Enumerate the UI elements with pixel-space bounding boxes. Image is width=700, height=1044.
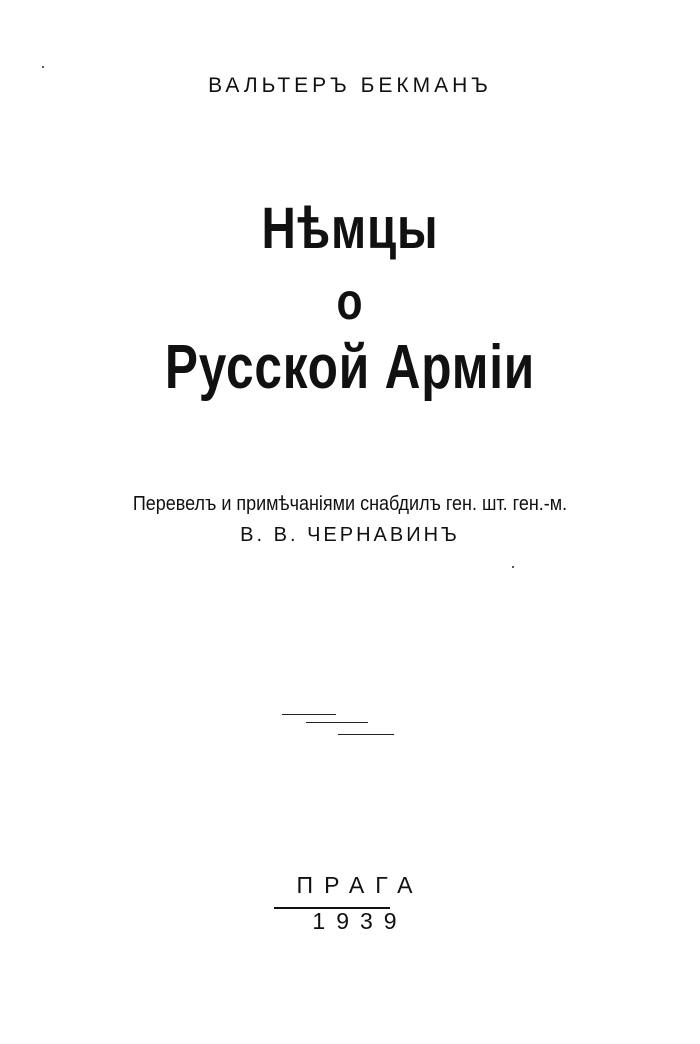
ornament-rule-2 — [306, 722, 368, 723]
title-line-1: Нѣмцы — [261, 196, 439, 261]
translator-credit: Перевелъ и примѣчаніями снабдилъ ген. шт. ген.-м. — [132, 493, 568, 515]
ornament-rule-3 — [338, 734, 394, 735]
title-line-2: о — [336, 273, 364, 331]
print-speck — [42, 66, 44, 68]
title-line-3: Русской Арміи — [164, 333, 536, 402]
imprint-year: 1939 — [312, 908, 408, 934]
translator-name: В. В. ЧЕРНАВИНЪ — [240, 524, 460, 546]
print-speck — [512, 566, 514, 568]
imprint-city: ПРАГА — [296, 872, 424, 898]
ornament-rule-1 — [282, 714, 336, 715]
author-name: ВАЛЬТЕРЪ БЕКМАНЪ — [208, 74, 492, 97]
